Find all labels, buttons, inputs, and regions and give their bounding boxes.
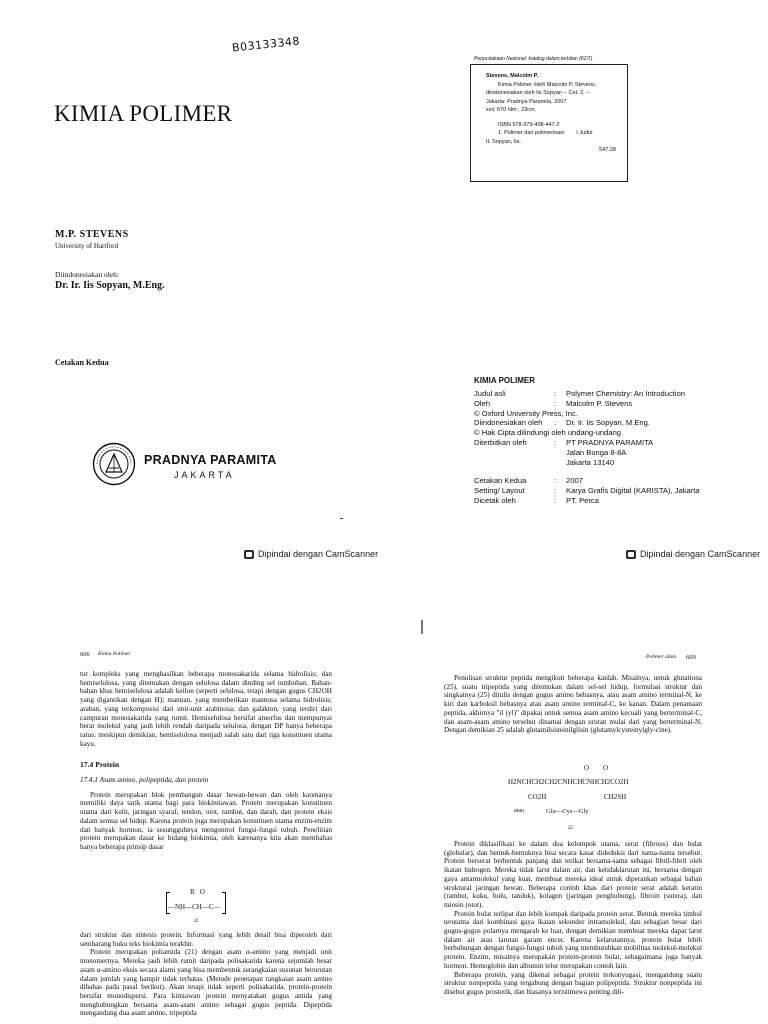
- imprint-value: 2007: [566, 476, 583, 486]
- camscanner-label: Dipindai dengan CamScanner: [258, 549, 379, 559]
- formula-oxygens: O O: [584, 764, 609, 772]
- imprint-label: [474, 448, 554, 458]
- formula-sub-left: CO2H: [528, 793, 547, 801]
- kdt-line: ISBN 978-979-408-447-2: [498, 121, 560, 128]
- imprint-row: Setting/ Layout : Karya Grafis Digital (KARISTA), Jakarta: [474, 486, 700, 496]
- imprint-row: Dicetak oleh : PT. Perca: [474, 495, 599, 505]
- imprint-label: Cetakan Kedua: [474, 476, 527, 486]
- imprint-label: Diindonesiakan oleh: [474, 418, 543, 428]
- formula-main: H2NCHCH2CH2CNHCHCNHCH2CO2H: [508, 778, 629, 786]
- body-column: [80, 670, 332, 852]
- page-copyright: [384, 0, 768, 562]
- page-gap: [0, 562, 768, 626]
- stray-mark: [421, 620, 423, 634]
- paragraph: tur kompleks yang menghasilkan beberapa monosakarida selama hidrolisis; dan hemiselulosa, yang ditemukan dengan selulosa dalam dinding sel tumbuhan. Bahan-bahan khas hemiselulosa adalah keilon (seperti selulosa, tetapi dengan gugus CH2OH yang digantikan dengan H); mannan, yang memberikan mannosa selama hidrolisis; araban, yang terkomposisi dari unit-unit arabinosa; dan galakton, yang terdiri dari campuran monosakarida yang rumit. Hemiselulosa bersifat amorfus dan mempunyai berat molekul yang jauh lebih rendah daripada selulosa, dengan DP hanya beberapa ratus; meskipun demikian, hemiselulosa menjadi salah satu dari tiga konstituen utama kayu.: [80, 670, 332, 748]
- author-name: M.P. STEVENS: [55, 229, 129, 240]
- imprint-value: Polymer Chemistry: An Introduction: [566, 389, 686, 398]
- imprint-label: [474, 458, 554, 468]
- book-title: KIMIA POLIMER: [54, 101, 233, 126]
- camscanner-badge: [626, 549, 760, 559]
- camscanner-icon: [244, 550, 254, 559]
- imprint-label: Oleh: [474, 398, 491, 408]
- imprint-block: [474, 389, 754, 506]
- imprint-value: PT PRADNYA PARAMITA: [566, 437, 654, 447]
- paragraph: Protein merupakan blok pembangun dasar hewan-hewan dan oleh karenanya memiliki daya tarik utama bagi para biokimiawan. Protein merupakan konstituen utama dari kulit, jaringan syaraf, tendon, otot, rambut, dan darah, dan protein eksis dalam semua sel hidup. Karena protein juga merupakan konstituen utama enzim-enzim dan banyak hormon, ia sesungguhnya mengontrol fungsi-fungsi tubuh. Penelitian protein merupakan dasar ke bidang biokimia, oleh karenanya kita akan membahas hanya beberapa prinsip dasar: [80, 790, 332, 851]
- imprint-title: KIMIA POLIMER: [474, 376, 536, 385]
- translator-name: Dr. Ir. Iis Sopyan, M.Eng.: [55, 280, 165, 291]
- imprint-row: Cetakan Kedua : 2007: [474, 476, 583, 486]
- running-head: Kimia Polimer: [98, 651, 131, 657]
- kdt-line: xxii; 670 hlm ; 23cm.: [486, 107, 537, 113]
- publisher-logo: [92, 442, 136, 486]
- imprint-row: Diindonesiakan oleh : Dr. Ir. Iis Sopyan, M.Eng.: [474, 418, 650, 428]
- camscanner-label: Dipindai dengan CamScanner: [640, 549, 761, 559]
- imprint-value: Jakarta 13140: [566, 457, 615, 467]
- kdt-line: 1. Polimer dan polimerisasi I Judul: [498, 130, 593, 136]
- imprint-row: Judul asli : Polymer Chemistry: An Introduction: [474, 389, 686, 398]
- imprint-row: [474, 448, 754, 458]
- paragraph: Protein bulat terlipat dan lebih kompak daripada protein serat. Bentuk mereka timbul terutama dari kombinasi gaya ikatan sekunder intramolekul, dan sebagian besar dari gugus-gugus polarnya mengarah ke luar, dengan demikian membuat mereka dapat larut dalam air atau larutan garam encer. Karena kelarutannya, protein bulat lebih berhubungan dengan fungsi-fungsi tubuh yang membutuhkan mobilitas molekul-molekul protein. Enzim, misalnya merupakan protein-protein bulat, sebagaimana juga banyak hormon. Hemoglobin dan albumin telur merupakan contoh lain.: [444, 909, 702, 970]
- imprint-label: Dicetak oleh: [474, 495, 516, 505]
- handwritten-code: B03133348: [231, 34, 301, 55]
- camscanner-badge: [244, 549, 378, 559]
- body-column-lower: [444, 840, 702, 997]
- structure-top: R O: [190, 888, 205, 896]
- imprint-value: Karya Grafis Digital (KARISTA), Jakarta: [566, 486, 700, 496]
- kdt-line: 547.28: [599, 147, 616, 153]
- imprint-value: Malcolm P. Stevens: [566, 398, 633, 408]
- formula-atau: atau: [514, 808, 524, 814]
- publisher-name: PRADNYA PARAMITA: [144, 453, 277, 467]
- page-number: 606: [80, 651, 90, 658]
- author-affiliation: University of Hartford: [55, 242, 118, 250]
- camscanner-icon: [626, 550, 636, 559]
- copyright-note: © Hak Cipta dilindungi oleh undang-undang: [474, 428, 622, 438]
- imprint-row: Diterbitkan oleh : PT PRADNYA PARAMITA: [474, 437, 654, 447]
- imprint-value: Jalan Bunga 8-8A: [566, 447, 627, 457]
- kdt-lines: [486, 72, 622, 155]
- paragraph: Protein merupakan poliamida (21) dengan asam α-amino yang menjadi unit monomernya. Mereka jauh lebih rumit daripada polisakarida karena sejumlah besar asam α-amino eksis secara alami yang bisa membentuk serangkaian susunan berurutan dalam jumlah yang hampir tidak terbatas. (Metode penetapan rangkaian asam amino dibahas pada pasal berikut). Akan tetapi tidak seperti polisakarida, protein-protein bersifat monodispersi. Para kimiawan protein menyatakan gugus amida yang menghubungkan bersama asam-asam amino sebagai gugus peptida. Dipeptida mengandung dua asam amino, tripeptida: [80, 948, 332, 1018]
- page-title-page: [0, 0, 384, 562]
- kdt-line: II. Sopyan, Iis.: [486, 138, 521, 145]
- translated-label: Diindonesiakan oleh:: [55, 270, 119, 279]
- structure-number: 21: [194, 919, 199, 924]
- imprint-label: Setting/ Layout: [474, 486, 525, 496]
- formula-abbrev: Glu—Cys—Gly: [546, 808, 589, 815]
- formula-sub-right: CH2SH: [604, 793, 627, 801]
- bracket-left: [166, 892, 170, 914]
- structure-21: [166, 888, 246, 928]
- stray-mark: [340, 518, 343, 519]
- imprint-row: [474, 458, 754, 468]
- kdt-line: Stevens, Malcolm P.: [486, 73, 539, 79]
- paragraph: Penulisan struktur peptida mengikuti beberapa kaidah. Misalnya, untuk glutationa (25), suatu tripeptida yang ditemukan dalam sel-sel hidup, formulasi struktur dan singkatnya (25) ditulis dengan gugus amino bebasnya, atau asam amino terminal-N, ke kiri dan karboksil bebasnya atau asam amino terminal-C, ke kanan. Dalam penamaan peptida, akhirnya "il (yl)" dipakai untuk semua asam amino kecuali yang berterminal-C, dan asam-asam amino tersebut dinamai dengan urutan mulai dari yang berterminal-N. Dengan demikian 25 adalah glutamilsisteinilglisin (glutamylcysteinylgly-cine).: [444, 674, 702, 735]
- structure-25: [508, 764, 678, 820]
- paragraph: dari struktur dan sintesis protein. Informasi yang lebih detail bisa diperoleh dari sembarang buku teks biokimia terakhir.: [80, 931, 332, 948]
- page-number: 609: [686, 654, 696, 661]
- body-column-lower: [80, 931, 332, 1018]
- section-heading: 17.4 Protein: [80, 760, 120, 770]
- imprint-label: Diterbitkan oleh: [474, 437, 527, 447]
- body-column: [444, 674, 702, 735]
- kdt-line: diindonesiakan oleh Iis Sopyan -- Cet. 2. --: [486, 90, 590, 96]
- publisher-city: JAKARTA: [174, 470, 235, 480]
- page-609: [384, 640, 768, 1024]
- structure-number: 25: [568, 826, 573, 831]
- kdt-heading: Perpustakaan Nasional: katalog dalam terbitan (KDT): [474, 56, 593, 62]
- imprint-value: Dr. Ir. Iis Sopyan, M.Eng.: [566, 418, 650, 428]
- kdt-line: Kimia Polimer /oleh Malcolm P. Stevens,: [498, 81, 597, 88]
- subsection-heading: 17.4.1 Asam amino, polipeptida, dan protein: [80, 776, 209, 785]
- copyright-oxford: © Oxford University Press, Inc.: [474, 408, 578, 418]
- imprint-row: Oleh : Malcolm P. Stevens: [474, 398, 633, 408]
- kdt-line: Jakarta: Pradnya Paramita, 2007: [486, 98, 567, 105]
- paragraph: Protein diklasifikasi ke dalam dua kelompok utama, serat (fibrous) dan bulat (globular), dan bentuk-bentuknya bisa secara kasar dideduksi dari nama-nama tersebut. Protein berserat berbentuk panjang dan terikat bersama-sama sebagai fibril-fibril oleh ikatan hidrogen. Mereka tidak larut dalam air, dan ketidaklarutan ini, bersama dengan gaya antarmolekul yang kuat, membuat mereka ideal untuk diperankan sebagai bahan struktural jaringan hewan. Beberapa contoh khas dari protein serat adalah keratin (rambut, kuku, bulu, tanduk), kolagen (jaringan penghubung), fibroin (sutera), dan miosin (otot).: [444, 840, 702, 909]
- paragraph: Beberapa protein, yang dikenal sebagai protein terkonyugasi, mengandung suatu struktur nonpeptida yang tergabung dengan bagian polipeptida. Struktur nonpeptida ini disebut gugus prostetik, dan biasanya teristimewa penting dili-: [444, 970, 702, 996]
- publisher-seal-icon: [92, 442, 136, 486]
- edition-label: Cetakan Kedua: [55, 358, 109, 367]
- running-head: Polimer alam: [646, 654, 677, 660]
- imprint-value: PT. Perca: [566, 495, 599, 505]
- imprint-label: Judul asli: [474, 389, 506, 398]
- bracket-right: [222, 892, 226, 914]
- page-606: [0, 640, 384, 1024]
- structure-mid: —NH—CH—C—: [168, 903, 221, 911]
